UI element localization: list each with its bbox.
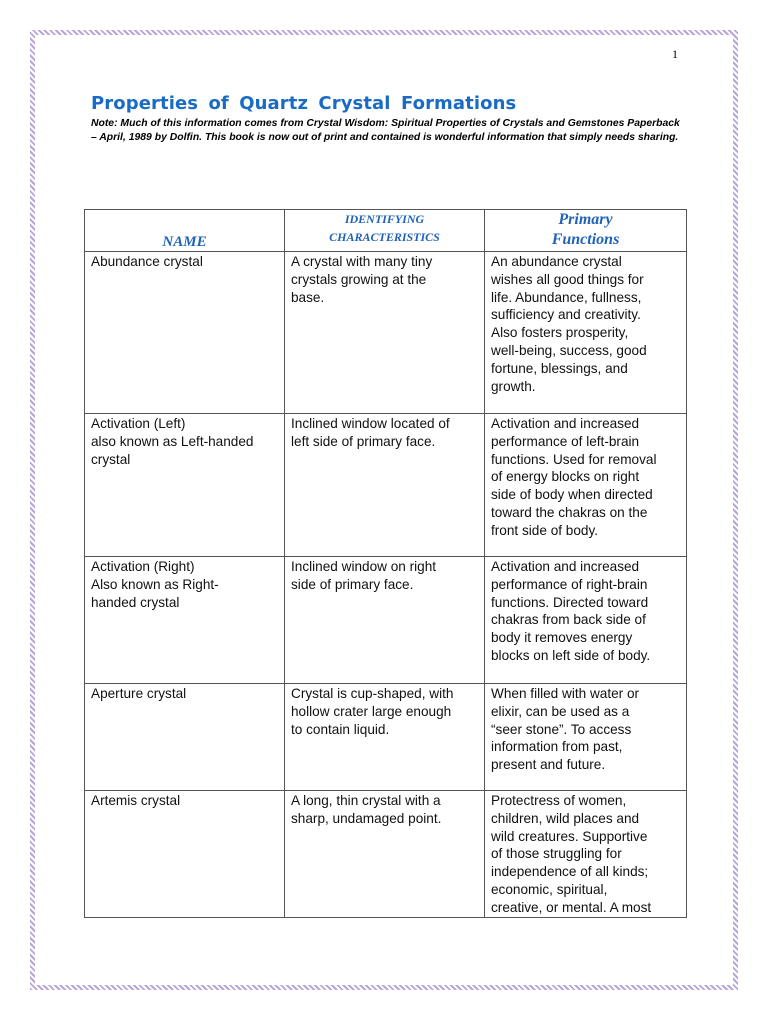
cell-identifying: A crystal with many tiny crystals growing at the base. [285,252,485,414]
table-header-row [85,210,687,252]
source-note: Note: Much of this information comes from Crystal Wisdom: Spiritual Properties of Crystals and Gemstones Paperback – April, 1989 by Dolfin. This book is now out of print and contained is wonderful information that simply needs sharing. [91,118,680,143]
cell-functions: Activation and increased performance of left-brain functions. Used for removal of energy blocks on right side of body when directed toward the chakras on the front side of body. [485,414,687,557]
header-identifying-characteristics: IDENTIFYING CHARACTERISTICS [285,210,485,252]
header-primary-functions: Primary Functions [485,210,687,252]
crystal-properties-table [84,209,687,918]
cell-name: Artemis crystal [85,791,285,918]
cell-name: Activation (Right) Also known as Right- handed crystal [85,557,285,684]
cell-identifying: Inclined window located of left side of primary face. [285,414,485,557]
table-row [85,791,687,918]
cell-identifying: Inclined window on right side of primary face. [285,557,485,684]
cell-functions: Protectress of women, children, wild places and wild creatures. Supportive of those struggling for independence of all kinds; economic, spiritual, creative, or mental. A most [485,791,687,918]
table-row [85,252,687,414]
cell-identifying: A long, thin crystal with a sharp, undamaged point. [285,791,485,918]
cell-name: Abundance crystal [85,252,285,414]
cell-name: Activation (Left) also known as Left-handed crystal [85,414,285,557]
table-row [85,557,687,684]
page-title: Properties of Quartz Crystal Formations [91,93,517,114]
cell-identifying: Crystal is cup-shaped, with hollow crater large enough to contain liquid. [285,684,485,791]
header-name: NAME [85,210,285,252]
table-row [85,414,687,557]
cell-functions: Activation and increased performance of right-brain functions. Directed toward chakras from back side of body it removes energy blocks on left side of body. [485,557,687,684]
table-row [85,684,687,791]
cell-name: Aperture crystal [85,684,285,791]
page-number: 1 [672,47,678,61]
cell-functions: When filled with water or elixir, can be used as a “seer stone”. To access information from past, present and future. [485,684,687,791]
cell-functions: An abundance crystal wishes all good things for life. Abundance, fullness, sufficiency and creativity. Also fosters prosperity, well-being, success, good fortune, blessings, and growth. [485,252,687,414]
